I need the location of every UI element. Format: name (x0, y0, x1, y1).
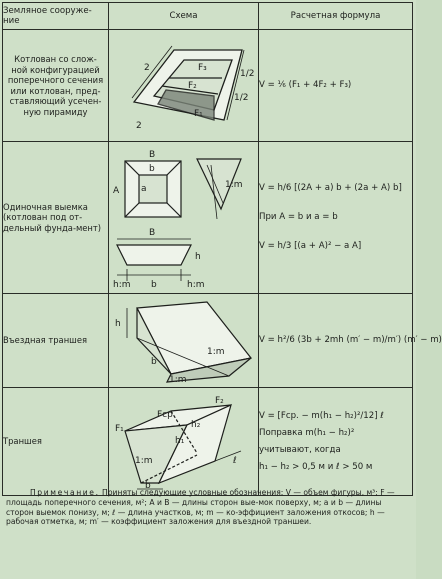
label-b-inner: b (148, 163, 155, 174)
single-pit-diagram (111, 145, 257, 291)
formula-text-2: Поправка m(h₁ − h₂)² (259, 427, 355, 438)
formula-table (2, 2, 442, 496)
table-row (3, 142, 413, 294)
footnote (6, 488, 408, 527)
entry-trench-diagram (111, 298, 257, 384)
footnote-text: Приняты следующие условные обозначения: V — объем фигуры, м³; F — площадь поперечного сечения, м²; A и B — длины сторон вые-мок поверху, м; a и b — длины сторон выемок понизу, м; ℓ — длина участков, м; m — ко-эффициент заложения откосов; h — рабочая отметка, м; m′ — коэффициент заложения для въездной траншеи. (6, 488, 395, 527)
formula-text-4: h₁ − h₂ > 0,5 м и ℓ > 50 м (259, 461, 373, 472)
label-a-inner: a (140, 183, 147, 194)
header-col-scheme: Схема (109, 3, 259, 30)
label-B-top: B (148, 149, 155, 160)
label-slope-2: 1:m (168, 374, 187, 385)
formula-text-3: учитывают, когда (259, 444, 341, 455)
label-half-1: 1/2 (239, 68, 254, 79)
label-A-side: A (112, 185, 119, 196)
formula-text-1: V = [Fср. − m(h₁ − h₂)²/12] ℓ (259, 410, 384, 421)
formula-text: V = ⅙ (F₁ + 4F₂ + F₃) (259, 80, 352, 90)
formula-cell (259, 388, 413, 496)
structure-name: Одиночная выемка (котлован под от-дельный фунда-мент) (3, 142, 109, 294)
table-row (3, 388, 413, 496)
table-row (3, 294, 413, 388)
label-length: 2 (143, 62, 150, 73)
formula-text: V = h²/6 (3b + 2mh (m′ − m)/m′) (m′ − m) (259, 335, 442, 345)
label-f1: F₁ (193, 108, 203, 119)
formula-text-2: При A = b и a = b (259, 212, 338, 222)
formula-text-1: V = h/6 [(2A + a) b + (2a + A) b] (259, 183, 402, 193)
label-f1: F₁ (114, 423, 124, 434)
label-b: b (150, 356, 157, 367)
structure-name: Котлован со слож-ной конфигурацией поперечного сечения или котлован, пред-ставляющий усечен-ную пирамиду (3, 30, 109, 142)
label-B-section: B (148, 227, 155, 238)
label-b: b (144, 480, 151, 491)
label-slope-1: 1:m (206, 346, 225, 357)
header-row (3, 3, 413, 30)
scheme-cell (109, 142, 259, 294)
label-f2: F₂ (187, 80, 197, 91)
table-row (3, 30, 413, 142)
header-col-formula: Расчетная формула (259, 3, 413, 30)
formula-cell (259, 142, 413, 294)
label-h1: h₁ (174, 435, 184, 446)
scheme-cell (109, 388, 259, 496)
label-fsr: Fср (156, 409, 173, 420)
footnote-lead: Примечание. (30, 488, 100, 497)
label-length: ℓ (232, 455, 237, 466)
formula-cell (259, 30, 413, 142)
label-slope: 1:m (224, 179, 243, 190)
label-f3: F₃ (197, 62, 207, 73)
label-h: h (114, 318, 121, 329)
pit-pyramid-diagram (114, 36, 254, 136)
label-length-bottom: 2 (135, 120, 142, 131)
scheme-cell (109, 294, 259, 388)
structure-name: Траншея (3, 388, 109, 496)
label-f2: F₂ (214, 395, 224, 406)
label-h: h (194, 251, 201, 262)
label-h2: h₂ (190, 419, 200, 430)
label-hm-right: h:m (186, 279, 205, 290)
structure-name: Въездная траншея (3, 294, 109, 388)
trench-diagram (111, 391, 257, 493)
label-slope: 1:m (134, 455, 153, 466)
label-hm-left: h:m (112, 279, 131, 290)
header-col-structure: Земляное сооруже-ние (3, 3, 109, 30)
scheme-cell (109, 30, 259, 142)
label-b-bottom: b (150, 279, 157, 290)
formula-text-3: V = h/3 [(a + A)² − a A] (259, 241, 362, 251)
formula-cell (259, 294, 442, 388)
label-half-2: 1/2 (233, 92, 248, 103)
